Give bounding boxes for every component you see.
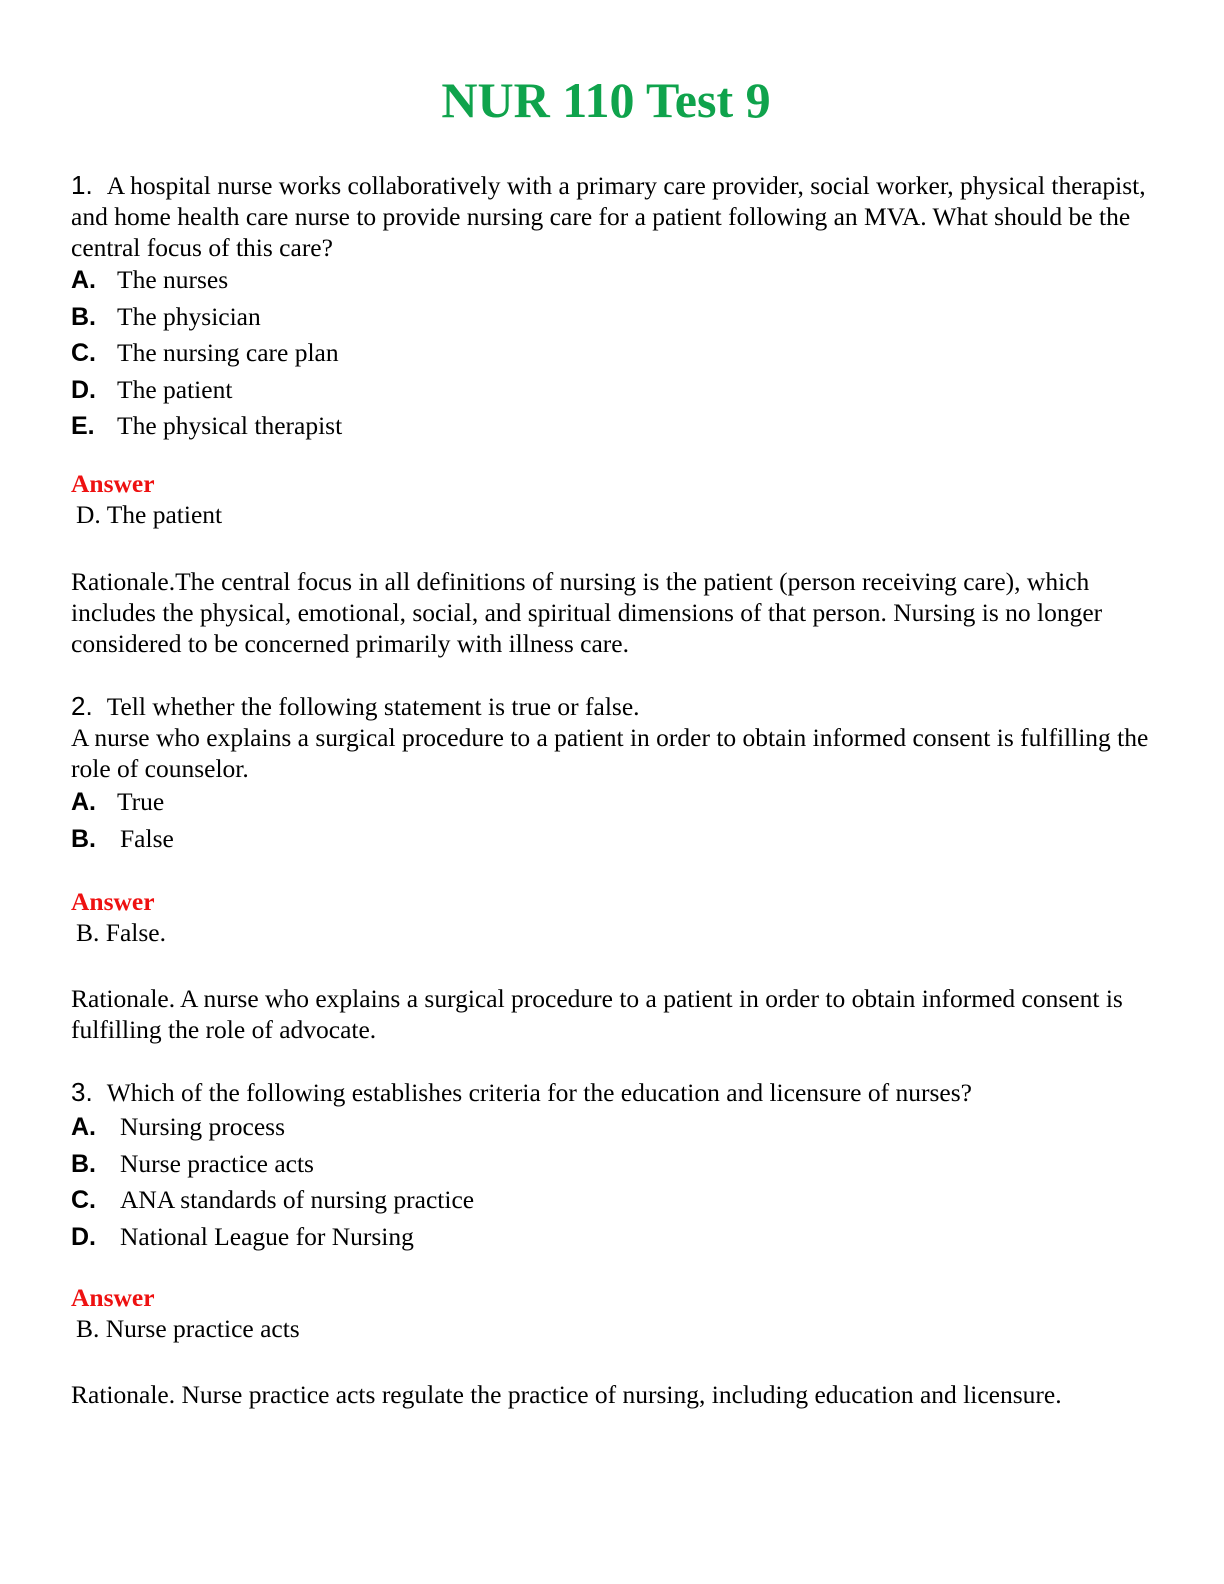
question-1-option-d [71,372,1156,409]
question-2-option-a [71,784,1156,821]
rationale-text: Rationale. Nurse practice acts regulate the practice of nursing, including education and licensure. [71,1380,1062,1409]
option-letter: D. [71,375,96,404]
option-letter: B. [71,824,96,853]
question-1-option-b [71,299,1156,336]
question-2-stem [71,691,1156,722]
answer-value: B. False. [76,918,166,947]
answer-heading: Answer [71,469,155,498]
option-text: The physician [117,301,261,331]
question-2 [71,691,1156,784]
question-2-rationale [71,983,1156,1045]
question-3-number: 3. [71,1077,93,1107]
option-text: ANA standards of nursing practice [120,1185,475,1214]
question-1-answer [71,468,1156,531]
question-1-option-a [71,262,1156,299]
option-letter: B. [71,302,96,331]
option-letter: B. [71,1149,96,1178]
rationale-text: Rationale.The central focus in all definitions of nursing is the patient (person receiving care), which includes the physical, emotional, social, and spiritual dimensions of that person. Nursing is no longer considered to be concerned primarily with illness care. [71,567,1103,658]
answer-heading: Answer [71,1283,155,1312]
option-letter: C. [71,339,96,367]
question-1 [71,170,1156,263]
question-3-option-d [71,1219,1156,1256]
option-text: The nursing care plan [117,338,339,367]
option-text: False [120,823,174,853]
question-2-text: Tell whether the following statement is true or false. [106,692,640,721]
question-3-option-b [71,1146,1156,1183]
question-3-text: Which of the following establishes criteria for the education and licensure of nurses? [106,1078,972,1107]
question-3-option-a [71,1109,1156,1146]
question-3 [71,1077,1156,1108]
answer-value: B. Nurse practice acts [76,1314,300,1343]
option-text: The patient [117,374,233,404]
option-text: The nurses [117,265,229,294]
document-title: NUR 110 Test 9 [441,72,771,128]
option-letter: D. [71,1222,96,1251]
option-text: True [117,787,165,816]
question-3-options [71,1109,1156,1255]
answer-heading: Answer [71,887,155,916]
answer-value: D. The patient [76,500,223,529]
question-1-option-e [71,408,1156,445]
question-3-answer [71,1282,1156,1345]
question-2-number: 2. [71,691,93,721]
question-2-options [71,784,1156,857]
option-text: Nursing process [120,1112,286,1141]
option-text: The physical therapist [117,411,343,440]
question-3-rationale [71,1379,1156,1410]
question-2-option-b [71,821,1156,858]
option-letter: A. [71,788,96,816]
question-1-number: 1. [71,170,93,200]
question-2-answer [71,886,1156,949]
question-3-option-c [71,1182,1156,1219]
option-letter: A. [71,266,96,294]
rationale-text: Rationale. A nurse who explains a surgical procedure to a patient in order to obtain informed consent is fulfilling the role of advocate. [71,984,1123,1044]
question-1-option-c [71,335,1156,372]
option-text: Nurse practice acts [120,1148,314,1178]
question-2-statement: A nurse who explains a surgical procedure to a patient in order to obtain informed consent is fulfilling the role of counselor. [71,723,1149,783]
question-1-stem [71,170,1156,263]
option-letter: E. [71,412,95,440]
question-1-rationale [71,566,1156,659]
option-letter: A. [71,1113,96,1141]
question-3-stem [71,1077,1156,1108]
question-1-options [71,262,1156,445]
option-text: National League for Nursing [120,1221,414,1251]
question-1-text: A hospital nurse works collaboratively with a primary care provider, social worker, physical therapist, and home health care nurse to provide nursing care for a patient following an MVA. What should be the central focus of this care? [71,171,1146,262]
option-letter: C. [71,1186,96,1214]
